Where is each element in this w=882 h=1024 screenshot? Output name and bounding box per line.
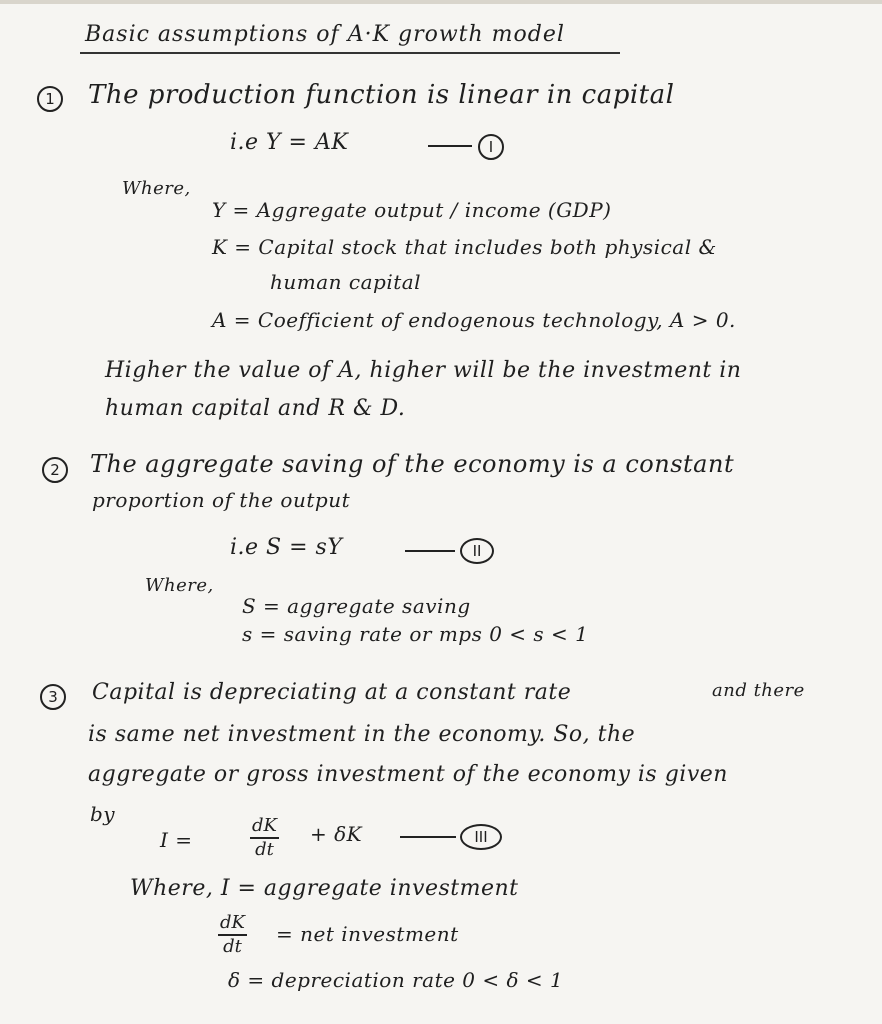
section-1-heading: The production function is linear in capital: [88, 80, 675, 110]
equation-3-numerator: dK: [250, 815, 279, 839]
definition-net-investment: = net investment: [276, 922, 459, 946]
definition-a: A = Coefficient of endogenous technology, A > 0.: [212, 308, 736, 332]
section-2-heading-line1: The aggregate saving of the economy is a constant: [90, 450, 735, 478]
note-line-2: human capital and R & D.: [105, 396, 406, 421]
section-3-line1-end: and there: [712, 680, 805, 701]
section-3-line2: is same net investment in the economy. So, the: [88, 722, 636, 747]
equation-3-fraction: [250, 815, 279, 861]
net-investment-denominator: dt: [223, 936, 242, 957]
title-underline: [80, 52, 620, 54]
section-2-heading-line2: proportion of the output: [92, 488, 351, 512]
equation-3-dash: [400, 836, 456, 838]
equation-3-tag: III: [460, 824, 502, 850]
equation-2: i.e S = sY: [230, 535, 343, 560]
where-label-2: Where,: [145, 575, 214, 596]
net-investment-numerator: dK: [218, 912, 247, 936]
section-3-line4: by: [90, 802, 116, 826]
definition-k-line1: K = Capital stock that includes both physical &: [212, 235, 717, 259]
definition-cap-s: S = aggregate saving: [242, 594, 471, 618]
equation-3-lhs: I =: [160, 828, 193, 852]
where-label-3: Where, I = aggregate investment: [130, 876, 519, 901]
section-3-line3: aggregate or gross investment of the economy is given: [88, 762, 728, 787]
page-top-edge: [0, 0, 882, 4]
section-2-number: 2: [42, 457, 68, 483]
equation-1: i.e Y = AK: [230, 130, 349, 155]
definition-delta: δ = depreciation rate 0 < δ < 1: [228, 968, 564, 992]
equation-1-dash: [428, 145, 472, 147]
net-investment-fraction: [218, 912, 247, 958]
section-1-number: 1: [37, 86, 63, 112]
section-3-number: 3: [40, 684, 66, 710]
equation-2-tag: II: [460, 538, 494, 564]
where-label-1: Where,: [122, 178, 191, 199]
equation-3-rest: + δK: [310, 822, 363, 846]
equation-3-denominator: dt: [255, 839, 274, 860]
definition-small-s: s = saving rate or mps 0 < s < 1: [242, 622, 589, 646]
definition-k-line2: human capital: [270, 270, 422, 294]
note-line-1: Higher the value of A, higher will be the investment in: [105, 358, 742, 383]
section-3-line1: Capital is depreciating at a constant rate: [92, 680, 572, 705]
definition-y: Y = Aggregate output / income (GDP): [212, 198, 612, 222]
equation-2-dash: [405, 550, 455, 552]
page-title: Basic assumptions of A·K growth model: [85, 22, 565, 47]
equation-1-tag: I: [478, 134, 504, 160]
